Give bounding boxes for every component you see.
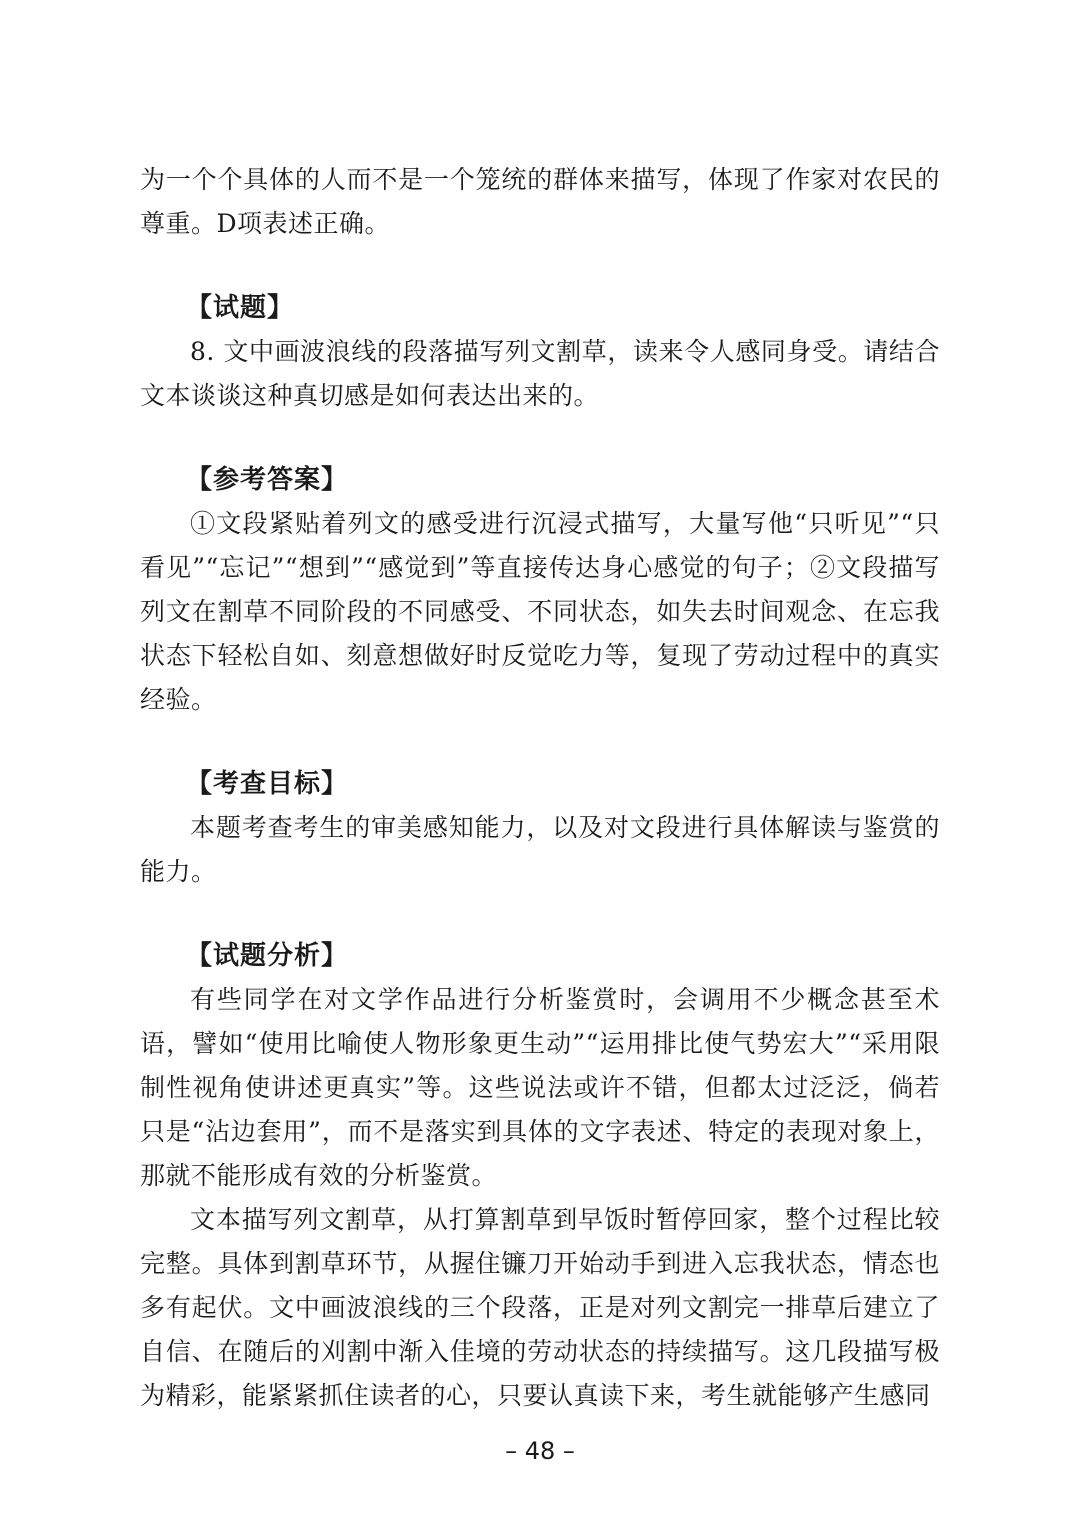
section-gap <box>140 418 940 458</box>
objective-heading: 【考查目标】 <box>186 769 349 799</box>
question-heading: 【试题】 <box>186 293 295 323</box>
section-gap <box>140 894 940 934</box>
question-paragraph: 8. 文中画波浪线的段落描写列文割草，读来令人感同身受。请结合文本谈谈这种真切感是如何表达出来的。 <box>140 337 940 410</box>
analysis-paragraph-1: 有些同学在对文学作品进行分析鉴赏时，会调用不少概念甚至术语，譬如“使用比喻使人物形象更生动”“运用排比使气势宏大”“采用限制性视角使讲述更真实”等。这些说法或许不错，但都太过泛泛，倘若只是“沾边套用”，而不是落实到具体的文字表述、特定的表现对象上，那就不能形成有效的分析鉴赏。 <box>140 985 940 1190</box>
answer-heading: 【参考答案】 <box>186 465 349 495</box>
objective-paragraph: 本题考查考生的审美感知能力，以及对文段进行具体解读与鉴赏的能力。 <box>140 813 940 886</box>
answer-paragraph: ①文段紧贴着列文的感受进行沉浸式描写，大量写他“只听见”“只看见”“忘记”“想到”“感觉到”等直接传达身心感觉的句子；②文段描写列文在割草不同阶段的不同感受、不同状态，如失去时间观念、在忘我状态下轻松自如、刻意想做好时反觉吃力等，复现了劳动过程中的真实经验。 <box>140 509 940 714</box>
analysis-heading: 【试题分析】 <box>186 941 349 971</box>
section-gap <box>140 722 940 762</box>
section-gap <box>140 246 940 286</box>
analysis-paragraph-2: 文本描写列文割草，从打算割草到早饭时暂停回家，整个过程比较完整。具体到割草环节，从握住镰刀开始动手到进入忘我状态，情态也多有起伏。文中画波浪线的三个段落，正是对列文割完一排草后建立了自信、在随后的刈割中渐入佳境的劳动状态的持续描写。这几段描写极为精彩，能紧紧抓住读者的心，只要认真读下来，考生就能够产生感同 <box>140 1205 940 1410</box>
page-number: – 48 – <box>505 1437 575 1465</box>
intro-paragraph: 为一个个具体的人而不是一个笼统的群体来描写，体现了作家对农民的尊重。D项表述正确。 <box>140 165 940 238</box>
document-body <box>140 158 940 1418</box>
